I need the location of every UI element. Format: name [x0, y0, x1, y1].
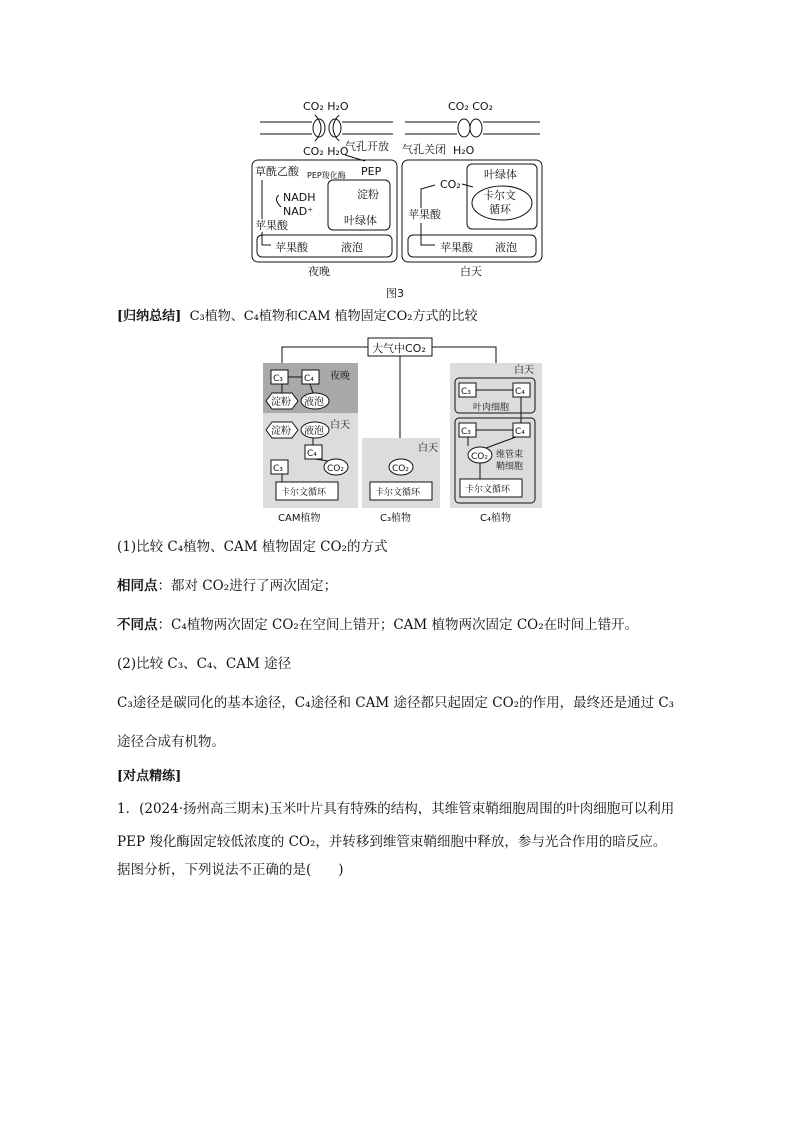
c4-c4-meso: C₄ — [515, 387, 525, 397]
c3-co2: CO₂ — [392, 464, 409, 474]
vacuole-label: 液泡 — [341, 241, 363, 254]
summary-heading — [117, 307, 478, 327]
calvin-label-1: 卡尔文 — [483, 189, 516, 202]
malate-label: 苹果酸 — [255, 219, 288, 232]
stomata-open-label: 气孔开放 — [345, 140, 389, 153]
night-label: 夜晚 — [308, 265, 330, 278]
co2-h2o-in: CO₂ H₂O — [303, 100, 349, 113]
c4-c3-meso: C₃ — [461, 387, 471, 397]
item-1-line-1: 1．(2024·扬州高三期末)玉米叶片具有特殊的结构，其维管束鞘细胞周围的叶肉细胞可以利用 — [117, 801, 675, 817]
cam-c4-day: C₄ — [307, 449, 317, 459]
c3-label: C₃植物 — [380, 513, 411, 524]
cam-day-label: 白天 — [330, 420, 350, 431]
bundle-label-2: 鞘细胞 — [496, 462, 524, 472]
cam-c4-night: C₄ — [304, 374, 314, 384]
cam-night-label: 夜晚 — [330, 371, 350, 382]
nadh-label: NADH — [283, 191, 316, 204]
mesophyll-label: 叶肉细胞 — [473, 403, 510, 413]
c4-calvin: 卡尔文循环 — [465, 485, 511, 495]
figure-3-caption: 图3 — [386, 287, 404, 300]
cam-c3-day: C₃ — [273, 464, 283, 474]
comparison-diagram — [258, 333, 548, 528]
malate-day-label: 苹果酸 — [408, 208, 441, 221]
paragraph-line-1: C₃途径是碳同化的基本途径，C₄途径和 CAM 途径都只起固定 CO₂的作用，最终还是通过 C₃ — [117, 695, 675, 711]
chloroplast-day-label: 叶绿体 — [484, 168, 517, 181]
cam-vacuole-night: 液泡 — [304, 397, 324, 408]
chloroplast-label: 叶绿体 — [344, 214, 377, 227]
atmosphere-label: 大气中CO₂ — [372, 342, 426, 355]
cam-starch-day: 淀粉 — [271, 426, 291, 437]
calvin-label-2: 循环 — [489, 203, 511, 216]
c4-co2: CO₂ — [471, 452, 488, 462]
pep-enzyme-label: PEP羧化酶 — [307, 171, 346, 180]
arrow-malate-co2 — [421, 185, 435, 208]
stomata-closed-label: 气孔关闭 — [402, 143, 446, 156]
question-1-heading: (1)比较 C₄植物、CAM 植物固定 CO₂的方式 — [117, 539, 388, 555]
c4-c4-bundle: C₄ — [515, 427, 525, 437]
nad-label: NAD⁺ — [283, 205, 314, 218]
c4-c3-bundle: C₃ — [461, 427, 471, 437]
starch-label: 淀粉 — [357, 188, 379, 201]
practice-heading: [对点精练] — [117, 769, 182, 784]
item-1-line-3: 据图分析，下列说法不正确的是( ) — [117, 862, 344, 878]
vacuole-malate-day-label: 苹果酸 — [440, 241, 473, 254]
summary-title: C₃植物、C₄植物和CAM 植物固定CO₂方式的比较 — [189, 309, 478, 324]
cam-label: CAM植物 — [278, 513, 321, 524]
c4-label: C₄植物 — [480, 513, 511, 524]
paragraph-line-2: 途径合成有机物。 — [117, 734, 225, 750]
question-2-heading: (2)比较 C₃、C₄、CAM 途径 — [117, 656, 292, 672]
different-point: 不同点：C₄植物两次固定 CO₂在空间上错开；CAM 植物两次固定 CO₂在时间上错开。 — [117, 617, 639, 633]
summary-bracket: [归纳总结] — [117, 309, 182, 324]
cam-starch-night: 淀粉 — [271, 397, 291, 408]
co2-h2o-inside: CO₂ H₂O — [303, 145, 349, 158]
c4-day-label: 白天 — [514, 365, 534, 376]
vacuole-malate-label: 苹果酸 — [275, 241, 308, 254]
same-point: 相同点：都对 CO₂进行了两次固定； — [117, 578, 338, 594]
cam-c3-night: C₃ — [273, 374, 283, 384]
cam-co2-day: CO₂ — [327, 464, 344, 474]
pep-label: PEP — [361, 165, 382, 178]
cam-vacuole-day: 液泡 — [304, 426, 324, 437]
co2-co2-blocked: CO₂ CO₂ — [448, 100, 493, 113]
vacuole-day-label: 液泡 — [495, 241, 517, 254]
cam-calvin: 卡尔文循环 — [281, 488, 327, 498]
co2-day-label: CO₂ — [440, 178, 461, 191]
day-label: 白天 — [460, 265, 482, 278]
h2o-out-label: H₂O — [453, 144, 475, 157]
oxaloacetate-label: 草酰乙酸 — [255, 165, 299, 178]
c3-calvin: 卡尔文循环 — [375, 488, 421, 498]
bundle-label-1: 维管束 — [496, 450, 524, 460]
c3-day-label: 白天 — [418, 443, 438, 454]
item-1-line-2: PEP 羧化酶固定较低浓度的 CO₂，并转移到维管束鞘细胞中释放，参与光合作用的暗反应。 — [117, 834, 667, 850]
figure-3-diagram — [245, 95, 555, 310]
night-leaf-surface — [260, 115, 393, 141]
day-leaf-surface — [405, 119, 540, 137]
